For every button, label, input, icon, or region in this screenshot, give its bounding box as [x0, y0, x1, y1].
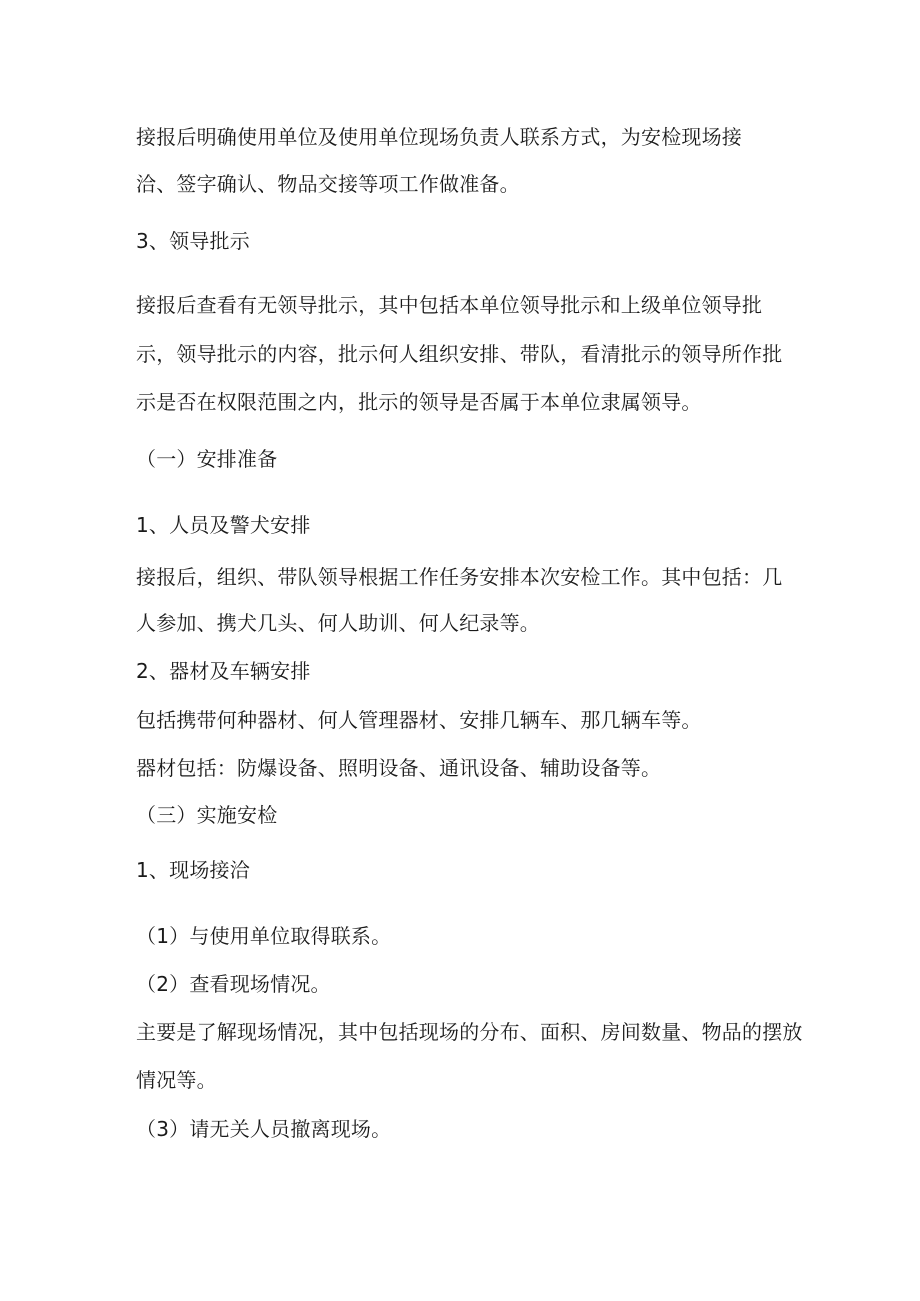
- paragraph-site-line-1: 主要是了解现场情况，其中包括现场的分布、面积、房间数量、物品的摆放: [136, 1020, 803, 1044]
- item-contact-unit: （1）与使用单位取得联系。: [136, 924, 392, 948]
- paragraph-personnel-line-1: 接报后，组织、带队领导根据工作任务安排本次安检工作。其中包括：几: [136, 565, 783, 589]
- paragraph-personnel-line-2: 人参加、携犬几头、何人助训、何人纪录等。: [136, 611, 540, 635]
- paragraph-instructions-line-3: 示是否在权限范围之内，批示的领导是否属于本单位隶属领导。: [136, 390, 702, 414]
- paragraph-site-line-2: 情况等。: [136, 1068, 217, 1092]
- paragraph-contact-line-2: 洽、签字确认、物品交接等项工作做准备。: [136, 172, 520, 196]
- paragraph-contact-line-1: 接报后明确使用单位及使用单位现场负责人联系方式，为安检现场接: [136, 125, 742, 149]
- section-heading-arrangement: （一）安排准备: [136, 447, 278, 471]
- section-heading-inspection: （三）实施安检: [136, 803, 278, 827]
- item-view-site: （2）查看现场情况。: [136, 972, 331, 996]
- heading-site-contact: 1、现场接洽: [136, 858, 250, 882]
- heading-equipment-vehicles: 2、器材及车辆安排: [136, 659, 311, 683]
- paragraph-instructions-line-1: 接报后查看有无领导批示，其中包括本单位领导批示和上级单位领导批: [136, 293, 763, 317]
- heading-personnel-dogs: 1、人员及警犬安排: [136, 513, 311, 537]
- paragraph-equipment-line-2: 器材包括：防爆设备、照明设备、通讯设备、辅助设备等。: [136, 756, 662, 780]
- item-evacuate-personnel: （3）请无关人员撤离现场。: [136, 1117, 392, 1141]
- paragraph-instructions-line-2: 示，领导批示的内容，批示何人组织安排、带队，看清批示的领导所作批: [136, 342, 783, 366]
- heading-leader-instructions: 3、领导批示: [136, 229, 250, 253]
- paragraph-equipment-line-1: 包括携带何种器材、何人管理器材、安排几辆车、那几辆车等。: [136, 708, 702, 732]
